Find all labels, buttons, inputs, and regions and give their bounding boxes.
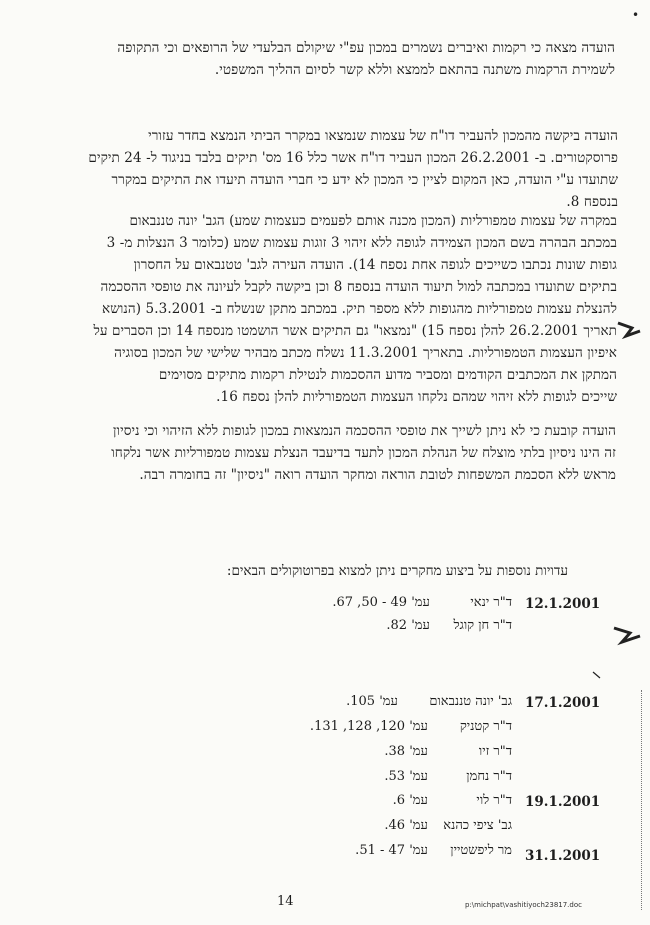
witness-name: ד"ר נחמן: [466, 769, 512, 784]
witness-pages: עמ' 46.: [384, 818, 428, 833]
scan-dot-mark: •: [632, 8, 640, 22]
stray-tick-mark: [593, 672, 600, 678]
file-path: p:\michpat\vashitiyoch23817.doc: [465, 901, 582, 909]
witness-pages: עמ' 38.: [384, 744, 428, 759]
witness-name: ד"ר זיו: [478, 744, 512, 759]
text-line: במכתב הבהרה בשם המכון הצמידה לגופה ללא זיהוי 3 זוגות עצמות שמע (כלומר 3 הנצלות מ- 3: [106, 235, 617, 251]
testimony-date: 12.1.2001: [525, 596, 601, 612]
witness-pages: עמ' 120, 128, 131.: [309, 719, 428, 734]
text-line: הועדה מצאה כי רקמות ואיברים נשמרים במכון עפ"י שיקולם הבלעדי של הרופאים וכי התקופה: [117, 40, 615, 56]
punch-hole-mark-upper: [618, 323, 640, 336]
testimony-date: 19.1.2001: [525, 794, 601, 810]
text-line: שייכים לגופות ללא זיהוי שמהם נלקחו העצמות הטמפורליות להלן נספח 16.: [216, 389, 617, 405]
testimony-date: 31.1.2001: [525, 848, 601, 864]
witness-name: גב' יונה טננבאום: [429, 694, 512, 709]
text-line: הועדה קובעת כי לא ניתן לשייך את טופסי ההסכמה הנמצאות במכון לגופות ללא הזיהוי וכי ניסיון: [113, 423, 616, 439]
text-line: תאריך 26.2.2001 להלן נספח 15) "נמצאו" גם התיקים אשר הושמטו מנספח 14 וכן הסברים על: [93, 323, 617, 339]
text-line: איפיון העצמות הטמפורליות. בתאריך 11.3.2001 נשלח מכתב מבהיר שלישי של המכון בסוגיה: [114, 345, 617, 361]
text-line: שתועדו ע"י הועדה, כאן המקום לציין כי המכון לא ידע כי חברי הועדה תיעדו את התיקים במקרר: [111, 172, 618, 188]
text-line: הועדה ביקשה מהמכון להעביר דו"ח של עצמות שנמצאו במקרר הביתי הנמצא בחדר עזורי: [148, 128, 618, 144]
witness-pages: עמ' 105.: [346, 694, 398, 709]
witness-pages: עמ' 82.: [386, 618, 430, 633]
text-line: להנצלת עצמות טמפורליות מהגופות ללא מספר תיק. במכתב מתקן שנשלח ב- 5.3.2001 (הנושא: [102, 301, 617, 317]
text-line: גופות שונות נכתבו כשייכים לגופה אחת נספח 14). הועדה העירה לגב' טטנבאום על החסרון: [133, 257, 617, 273]
witness-name: ד"ר קטניק: [459, 719, 512, 734]
witness-name: ד"ר חן קוגל: [453, 618, 512, 633]
text-line: פרוסקטורים. ב- 26.2.2001 המכון העביר דו"ח אשר כלל 16 מס' תיקים בלבד בניגוד ל- 24 תיקים: [88, 150, 618, 166]
text-line: במקרה של עצמות טמפורליות (המכון מכנה אותם לפעמים כעצמות שמע) הגב' יונה טננבאום: [129, 213, 617, 229]
witness-pages: עמ' 47 - 51.: [355, 843, 428, 858]
witness-name: ד"ר לוי: [476, 793, 512, 808]
witness-name: גב' ציפי כהנא: [443, 818, 512, 833]
punch-hole-mark-lower: [614, 628, 640, 642]
witness-pages: עמ' 6.: [392, 793, 428, 808]
scan-edge-dots: [641, 690, 650, 910]
text-line: בנספח 8.: [566, 194, 618, 210]
text-line: זה הינו ניסיון בלתי מוצלח של הנהלת המכון לתעד בדיעבד הנצלת עצמות טמפורליות אשר נלקחו: [111, 445, 616, 461]
testimony-date: 17.1.2001: [525, 695, 601, 711]
text-line: מראש ללא הסכמת המשפחות לטובת הוראה ומחקר הועדה רואה "ניסיון" זה בחומרה רבה.: [139, 467, 616, 483]
text-line: המתקן את המכתבים הקודמים ומסביר מדוע ההסכמות לנטילת רקמות מתיקים מסוימים: [158, 367, 617, 383]
text-line: בתיקים שתועדו במכתבה למול תיעוד הועדה בנספח 8 וכן ביקשה לקבל לעיונה את טופסי ההסכמה: [100, 279, 617, 295]
page-number: 14: [277, 894, 294, 909]
witness-pages: עמ' 53.: [384, 769, 428, 784]
testimonies-intro: עדויות נוספות על ביצוע מחקרים ניתן למצוא בפרוטוקולים הבאים:: [226, 563, 568, 579]
witness-pages: עמ' 49 - 50, 67.: [332, 595, 430, 610]
text-line: לשמירת הרקמות משתנה בהתאם לממצא וללא קשר לסיום ההליך המשפטי.: [214, 62, 615, 78]
witness-name: ד"ר ינאי: [470, 595, 512, 610]
witness-name: מר ליפשטיין: [450, 843, 512, 858]
